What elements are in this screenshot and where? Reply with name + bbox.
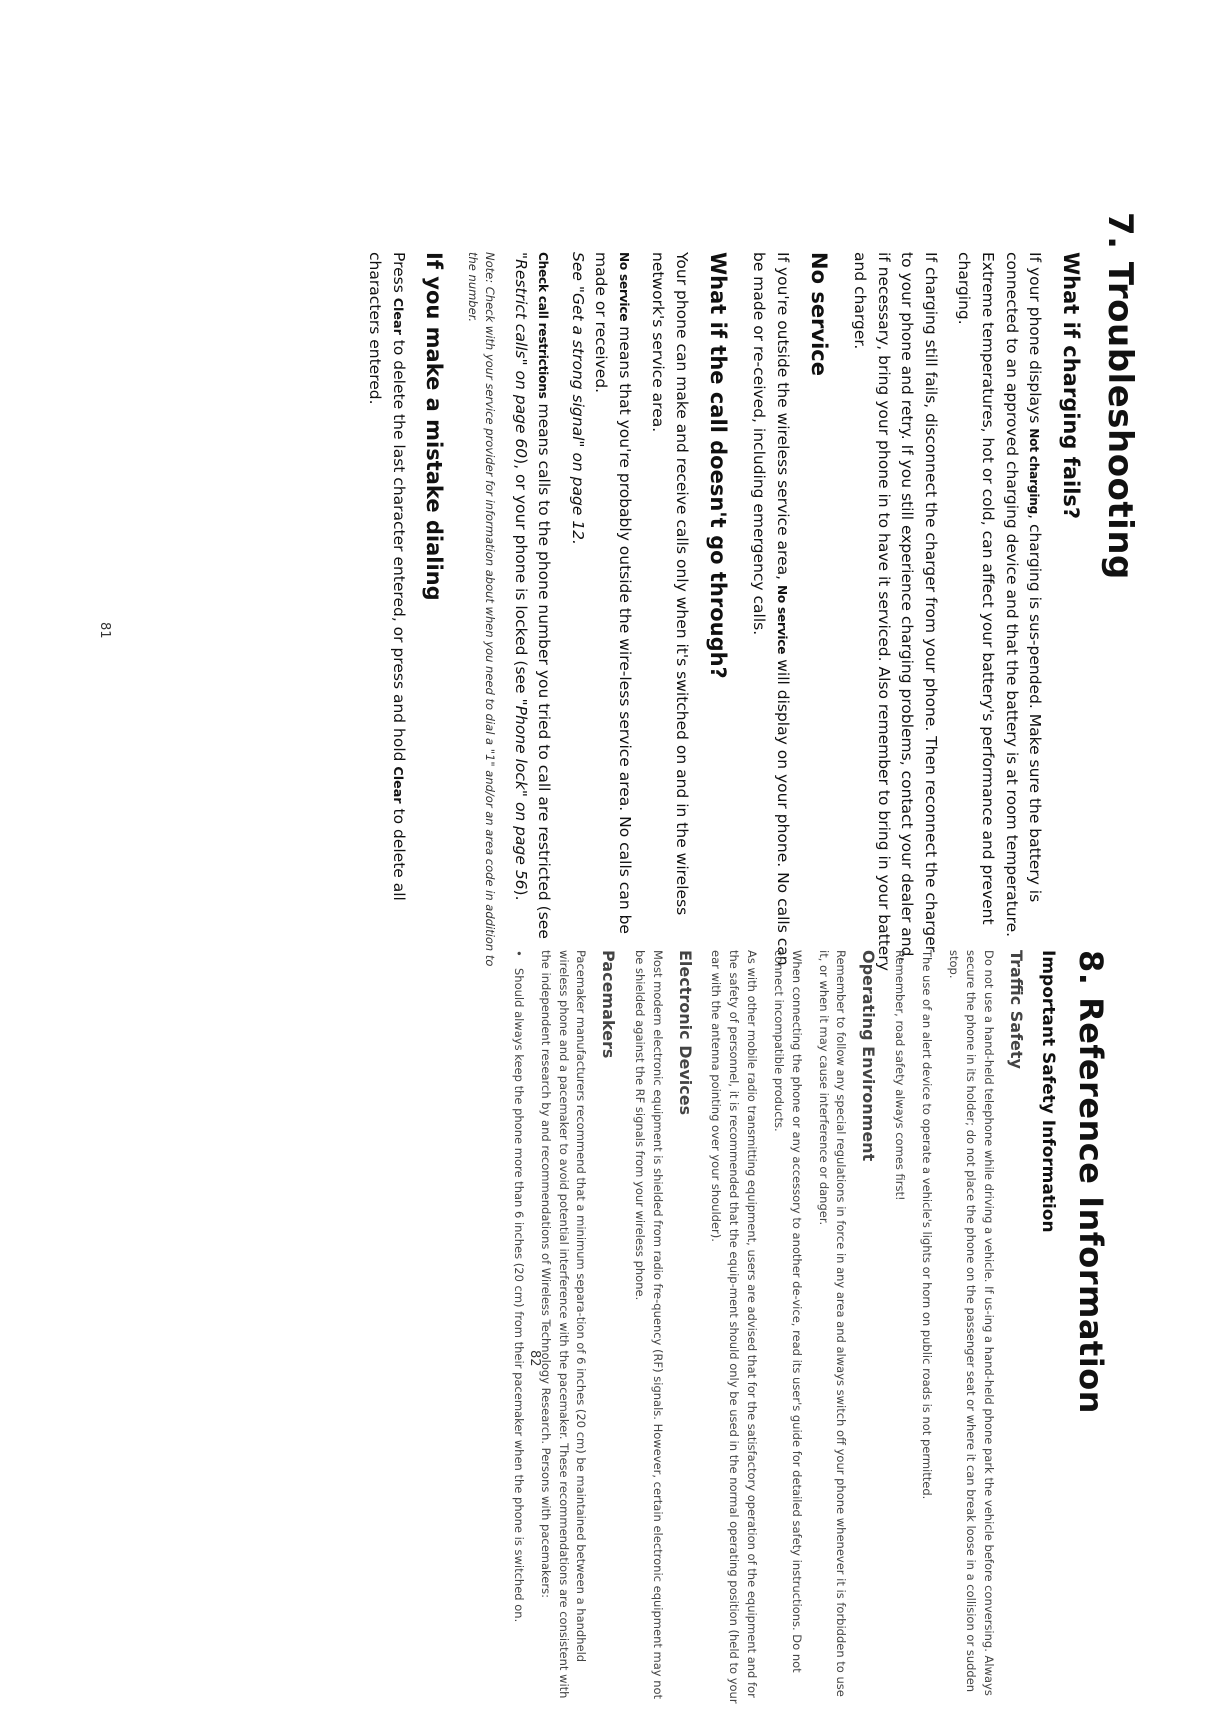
page-81-content	[352, 212, 1140, 972]
section-body	[509, 950, 1028, 1710]
note: Note: Check with your service provider for information about when you need to dial a "1" and/or an area code in addition to the number.	[465, 252, 497, 967]
list-item: • Should always keep the phone more than 6 inches (20 cm) from their pacemaker when the phone is switched on.	[509, 950, 527, 1710]
no-service-keyword: No service	[774, 584, 789, 655]
charging-heading: What if charging fails?	[1059, 252, 1083, 520]
page-title: 7. Troubleshooting	[1100, 212, 1140, 580]
call-paragraph-2: No service means that you're probably outside the wire-less service area. No calls can be made or received. See "Get a strong signal" on page 12.	[568, 252, 634, 934]
page-81	[0, 212, 1140, 972]
no-service-keyword-2: No service	[616, 252, 631, 322]
page-82	[0, 950, 1110, 1710]
traffic-heading: Traffic Safety	[1007, 950, 1026, 1069]
see-reference: See "Get a strong signal" on page 12.	[568, 252, 587, 545]
call-heading: What if the call doesn't go through?	[705, 252, 730, 679]
call-paragraph-3: Check call restrictions means calls to the phone number you tried to call are restricted (see "Restrict calls" on page 60), or your phone is locked (see "Phone lock" on page 56).	[511, 252, 554, 939]
clear-keyword: Clear	[390, 297, 406, 335]
operating-heading: Operating Environment	[859, 950, 879, 1162]
operating-paragraph-1: Remember to follow any special regulations in force in any area and always switch off your phone whenever it is forbidden to use it, or when it may cause interference or danger.	[816, 950, 849, 1697]
page-number: 82	[527, 1350, 542, 1367]
mistake-heading: If you make a mistake dialing	[422, 252, 447, 601]
mistake-paragraph: Press Clear to delete the last character entered, or press and hold Clear to delete all characters entered.	[366, 252, 408, 901]
charging-paragraph-2: If charging still fails, disconnect the charger from your phone. Then reconnect the charger to your phone and retry. If you still experience charging problems, contact your dealer and, if necessary, bring your phone in to have it serviced. Also remember to bring in your battery and charger.	[851, 252, 940, 971]
no-service-paragraph: If you're outside the wireless service area, No service will display on your phone. No calls can be made or re-ceived, including emergency calls.	[750, 252, 792, 966]
charging-paragraph-1: If your phone displays Not charging, charging is sus-pended. Make sure the battery is connected to an approved charging device and that the battery is at room temperature. Extreme temperatures, hot or cold, can affect your battery's performance and prevent charging.	[955, 252, 1045, 938]
operating-paragraph-3: As with other mobile radio transmitting equipment, users are advised that for the satisfactory operation of the equipment and for the safety of personnel, it is recommended that the equip-ment should only be used in the normal operating position (held to your ear with the antenna pointing over your shoulder).	[709, 950, 760, 1704]
operating-paragraph-2: When connecting the phone or any accessory to another de-vice, read its user's guide for detailed safety instructions. Do not connect incompatible products.	[771, 950, 804, 1673]
electronic-heading: Electronic Devices	[675, 950, 695, 1116]
clear-keyword-2: Clear	[390, 766, 406, 804]
section-body	[362, 212, 1086, 972]
safety-heading: Important Safety Information	[1038, 950, 1058, 1233]
traffic-paragraph-1: Do not use a hand-held telephone while driving a vehicle. If us-ing a hand-held phone park the vehicle before conversing. Always secure the phone in its holder; do not place the phone on the passenger seat or where it can break loose in a collision or sudden stop.	[946, 950, 997, 1696]
phone-lock-reference: "Phone lock" on page 56	[511, 698, 530, 890]
pacemakers-paragraph: Pacemaker manufacturers recommend that a minimum separa-tion of 6 inches (20 cm) be maintained between a handheld wireless phone and a pacemaker to avoid potential interference with the pacemaker. These recommendations are consistent with the independent research by and recommendations of Wireless Technology Research. Persons with pacemakers:	[538, 950, 589, 1699]
pacemakers-heading: Pacemakers	[599, 950, 619, 1059]
page-number: 81	[97, 622, 112, 639]
traffic-paragraph-3: Remember, road safety always comes first!	[892, 950, 907, 1201]
check-call-restrictions-keyword: Check call restrictions	[536, 252, 551, 399]
traffic-paragraph-2: The use of an alert device to operate a vehicle's lights or horn on public roads is not permitted.	[919, 950, 934, 1500]
no-service-heading: No service	[806, 252, 831, 376]
restrict-calls-reference: "Restrict calls" on page 60	[511, 252, 530, 459]
not-charging-keyword: Not charging	[1027, 428, 1042, 515]
page-title: 8. Reference Information	[1072, 950, 1110, 1414]
electronic-paragraph: Most modern electronic equipment is shielded from radio fre-quency (RF) signals. However, certain electronic equipment may not be shielded against the RF signals from your wireless phone.	[633, 950, 665, 1700]
page-82-content	[500, 950, 1110, 1710]
call-paragraph-1: Your phone can make and receive calls only when it's switched on and in the wireless network's service area.	[649, 252, 691, 916]
